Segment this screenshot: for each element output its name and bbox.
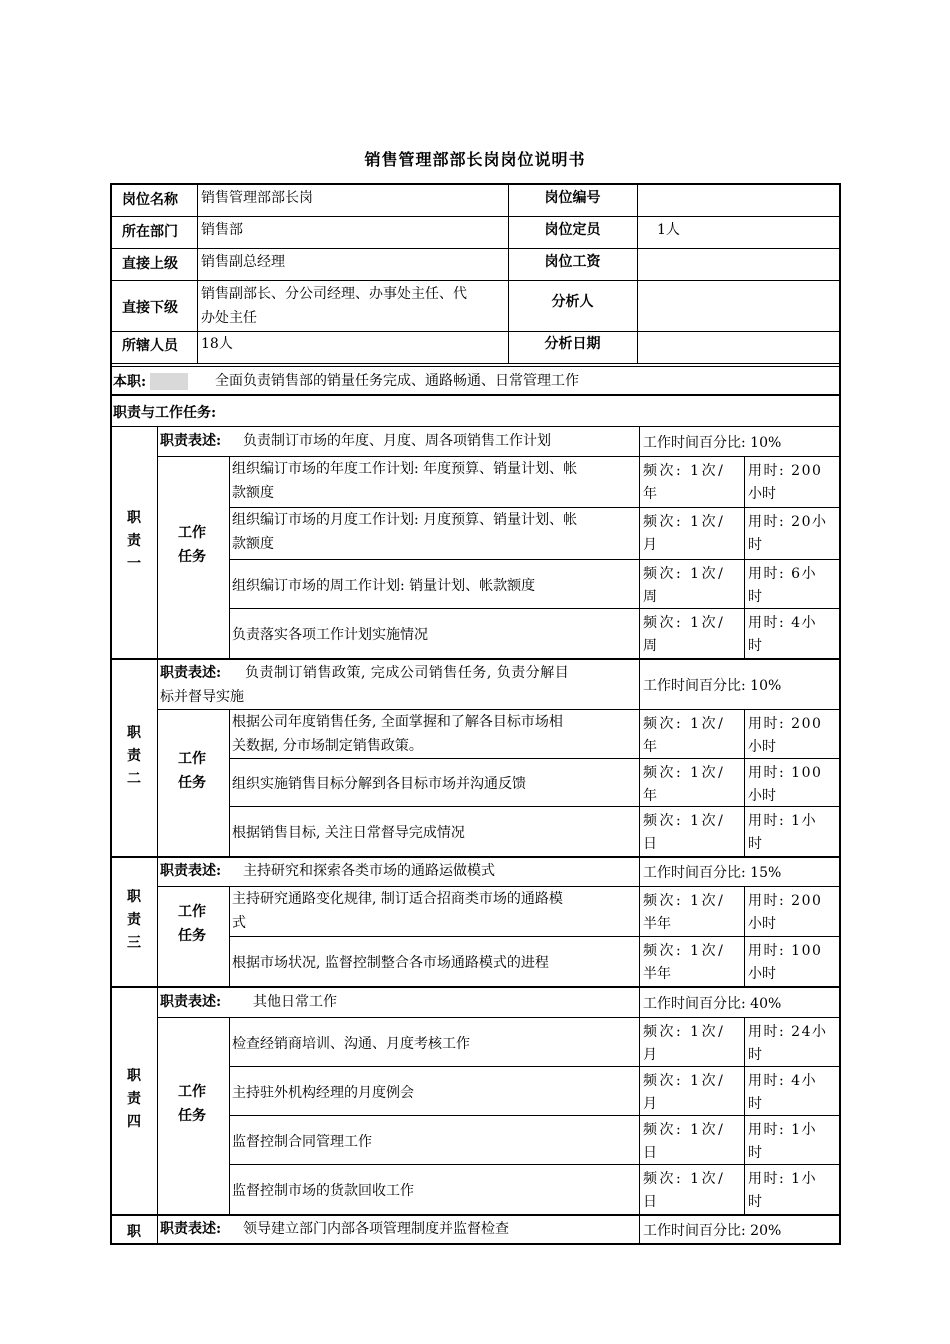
task-text: 组织编订市场的周工作计划: 销量计划、帐款额度 <box>232 577 536 594</box>
frequency-unit: 日 <box>643 836 657 852</box>
table-rule <box>744 709 745 856</box>
task-text: 检查经销商培训、沟通、月度考核工作 <box>232 1035 470 1052</box>
task-text-line2: 款额度 <box>232 536 274 552</box>
highlight-shade <box>150 373 188 390</box>
desc-label: 职责表述: <box>160 993 222 1010</box>
frequency: 频次: 1次/ <box>643 1073 726 1089</box>
label-subordinate: 直接下级 <box>122 300 178 316</box>
value-count: 18人 <box>201 336 233 352</box>
frequency-unit: 日 <box>643 1145 657 1161</box>
table-rule <box>639 426 640 658</box>
frequency: 频次: 1次/ <box>643 463 726 479</box>
desc-text: 主持研究和探索各类市场的通路运做模式 <box>243 863 495 879</box>
task-text: 主持驻外机构经理的月度例会 <box>232 1084 414 1101</box>
hours: 用时: 200 <box>748 893 823 909</box>
value-subordinate-line1: 销售副部长、分公司经理、办事处主任、代 <box>201 286 467 302</box>
frequency-unit: 月 <box>643 537 657 553</box>
duty-name-char: 三 <box>127 935 141 951</box>
hours: 用时: 20小 <box>748 514 828 530</box>
desc-label: 职责表述: <box>160 863 222 879</box>
task-label: 工作 <box>178 750 206 767</box>
task-text-line1: 主持研究通路变化规律, 制订适合招商类市场的通路模 <box>232 891 563 907</box>
table-rule <box>157 1017 840 1018</box>
duty-name-char: 职 <box>127 725 141 741</box>
task-label: 任务 <box>178 1107 206 1124</box>
label-name: 岗位名称 <box>122 192 178 208</box>
duty-name-char: 一 <box>127 556 141 572</box>
frequency-unit: 年 <box>643 486 657 502</box>
hours: 用时: 4小 <box>748 615 818 631</box>
frequency: 频次: 1次/ <box>643 765 726 781</box>
time-percent: 工作时间百分比: 40% <box>643 995 782 1012</box>
hours-unit: 小时 <box>748 486 776 502</box>
task-text-line2: 关数据, 分市场制定销售政策。 <box>232 738 423 754</box>
duties-header: 职责与工作任务: <box>113 405 217 421</box>
task-text: 负责落实各项工作计划实施情况 <box>232 627 428 643</box>
frequency: 频次: 1次/ <box>643 716 726 732</box>
label-superior: 直接上级 <box>122 256 178 272</box>
hours-unit: 时 <box>748 537 762 553</box>
frequency-unit: 月 <box>643 1096 657 1112</box>
frequency: 频次: 1次/ <box>643 1024 726 1040</box>
table-rule <box>110 216 841 217</box>
hours: 用时: 1小 <box>748 1171 818 1187</box>
table-rule <box>637 184 638 363</box>
table-rule <box>110 366 841 367</box>
table-rule <box>110 986 841 988</box>
hours-unit: 时 <box>748 836 762 852</box>
hours-unit: 时 <box>748 1096 762 1112</box>
hours-unit: 小时 <box>748 788 776 804</box>
label-col2-dept: 岗位定员 <box>544 222 601 238</box>
table-rule <box>639 658 640 856</box>
table-rule <box>229 559 840 560</box>
task-text-line2: 款额度 <box>232 485 274 501</box>
task-text: 监督控制合同管理工作 <box>232 1133 372 1150</box>
duty-name-char: 责 <box>127 533 141 549</box>
label-col2-subordinate: 分析人 <box>551 294 594 310</box>
task-label: 工作 <box>178 1083 206 1100</box>
table-rule <box>110 426 841 427</box>
hours-unit: 小时 <box>748 739 776 755</box>
hours: 用时: 100 <box>748 943 823 959</box>
table-rule <box>639 1214 640 1244</box>
task-label: 工作 <box>178 525 206 541</box>
frequency: 频次: 1次/ <box>643 1122 726 1138</box>
hours: 用时: 200 <box>748 716 823 732</box>
table-rule <box>110 248 841 249</box>
desc-text-line1: 负责制订销售政策, 完成公司销售任务, 负责分解目 <box>245 665 570 681</box>
table-rule <box>639 856 640 986</box>
hours: 用时: 1小 <box>748 813 818 829</box>
duty-name-char: 职 <box>127 510 141 526</box>
hours: 用时: 6小 <box>748 566 818 582</box>
hours-unit: 时 <box>748 1194 762 1210</box>
task-label: 任务 <box>178 774 206 791</box>
table-rule <box>157 1214 158 1244</box>
value-subordinate-line2: 办处主任 <box>201 310 257 326</box>
table-rule <box>110 1214 841 1216</box>
task-text-line1: 组织编订市场的年度工作计划: 年度预算、销量计划、帐 <box>232 461 578 477</box>
frequency: 频次: 1次/ <box>643 813 726 829</box>
hours: 用时: 1小 <box>748 1122 818 1138</box>
task-label: 任务 <box>178 928 206 944</box>
time-percent: 工作时间百分比: 10% <box>643 677 782 694</box>
table-rule <box>110 280 841 281</box>
task-text-line1: 根据公司年度销售任务, 全面掌握和了解各目标市场相 <box>232 714 563 730</box>
label-col2-superior: 岗位工资 <box>544 254 601 270</box>
table-left-border <box>110 183 112 1244</box>
desc-text: 领导建立部门内部各项管理制度并监督检查 <box>243 1221 509 1237</box>
table-rule <box>157 426 158 658</box>
hours-unit: 小时 <box>748 916 776 932</box>
task-text: 根据市场状况, 监督控制整合各市场通路模式的进程 <box>232 955 549 971</box>
frequency: 频次: 1次/ <box>643 514 726 530</box>
desc-label: 职责表述: <box>160 1221 222 1237</box>
duty-name-char: 四 <box>127 1114 141 1130</box>
hours-unit: 时 <box>748 589 762 605</box>
label-col2-count: 分析日期 <box>544 336 601 352</box>
hours-unit: 小时 <box>748 966 776 982</box>
frequency-unit: 年 <box>643 788 657 804</box>
duty-name-char: 责 <box>127 748 141 764</box>
time-percent: 工作时间百分比: 10% <box>643 435 782 451</box>
main-duty-label: 本职: <box>113 374 147 390</box>
desc-label: 职责表述: <box>160 665 222 681</box>
table-rule <box>197 184 198 363</box>
main-duty-text: 全面负责销售部的销量任务完成、通路畅通、日常管理工作 <box>215 373 579 389</box>
frequency-unit: 周 <box>643 638 657 654</box>
desc-label: 职责表述: <box>160 433 222 449</box>
hours: 用时: 200 <box>748 463 823 479</box>
table-bottom-border <box>110 1243 841 1245</box>
hours: 用时: 4小 <box>748 1073 818 1089</box>
value-col2-dept: 1人 <box>657 222 680 238</box>
label-col2-name: 岗位编号 <box>544 190 601 206</box>
task-text: 根据销售目标, 关注日常督导完成情况 <box>232 825 465 841</box>
hours: 用时: 100 <box>748 765 823 781</box>
duty-name-char: 责 <box>127 1091 141 1107</box>
frequency: 频次: 1次/ <box>643 893 726 909</box>
frequency: 频次: 1次/ <box>643 1171 726 1187</box>
table-rule <box>110 658 841 660</box>
desc-text: 其他日常工作 <box>253 993 337 1010</box>
table-top-border <box>110 183 841 185</box>
duty-name-char: 职 <box>127 1224 141 1240</box>
table-rule <box>744 456 745 658</box>
table-rule <box>229 936 840 937</box>
duty-name-char: 职 <box>127 889 141 905</box>
table-rule <box>157 986 158 1214</box>
frequency-unit: 周 <box>643 589 657 605</box>
table-rule <box>229 709 230 856</box>
table-right-border <box>839 183 841 1244</box>
frequency-unit: 日 <box>643 1194 657 1210</box>
duty-name-char: 二 <box>127 771 141 787</box>
frequency: 频次: 1次/ <box>643 615 726 631</box>
hours-unit: 时 <box>748 638 762 654</box>
duty-name-char: 职 <box>127 1068 141 1084</box>
task-text: 组织实施销售目标分解到各目标市场并沟通反馈 <box>232 776 526 792</box>
frequency: 频次: 1次/ <box>643 943 726 959</box>
frequency-unit: 年 <box>643 739 657 755</box>
table-rule <box>639 986 640 1214</box>
frequency-unit: 月 <box>643 1047 657 1063</box>
task-text-line2: 式 <box>232 915 246 931</box>
label-count: 所辖人员 <box>122 338 178 354</box>
page-title: 销售管理部部长岗岗位说明书 <box>364 150 586 169</box>
time-percent: 工作时间百分比: 15% <box>643 865 782 881</box>
desc-text: 负责制订市场的年度、月度、周各项销售工作计划 <box>243 433 551 449</box>
hours-unit: 时 <box>748 1047 762 1063</box>
frequency-unit: 半年 <box>643 916 671 932</box>
table-rule <box>110 363 841 364</box>
task-label: 工作 <box>178 904 206 920</box>
table-rule <box>229 456 230 658</box>
value-superior: 销售副总经理 <box>201 254 285 270</box>
task-label: 任务 <box>178 549 206 565</box>
hours-unit: 时 <box>748 1145 762 1161</box>
task-text-line1: 组织编订市场的月度工作计划: 月度预算、销量计划、帐 <box>232 512 578 528</box>
desc-text-line2: 标并督导实施 <box>160 689 244 705</box>
table-rule <box>157 856 158 986</box>
time-percent: 工作时间百分比: 20% <box>643 1223 782 1239</box>
label-dept: 所在部门 <box>122 224 178 240</box>
task-text: 监督控制市场的货款回收工作 <box>232 1183 414 1199</box>
frequency-unit: 半年 <box>643 966 671 982</box>
table-rule <box>110 856 841 858</box>
hours: 用时: 24小 <box>748 1024 828 1040</box>
frequency: 频次: 1次/ <box>643 566 726 582</box>
table-rule <box>157 658 158 856</box>
value-name: 销售管理部部长岗 <box>201 190 313 206</box>
value-dept: 销售部 <box>201 222 243 238</box>
table-rule <box>110 394 841 396</box>
duty-name-char: 责 <box>127 912 141 928</box>
